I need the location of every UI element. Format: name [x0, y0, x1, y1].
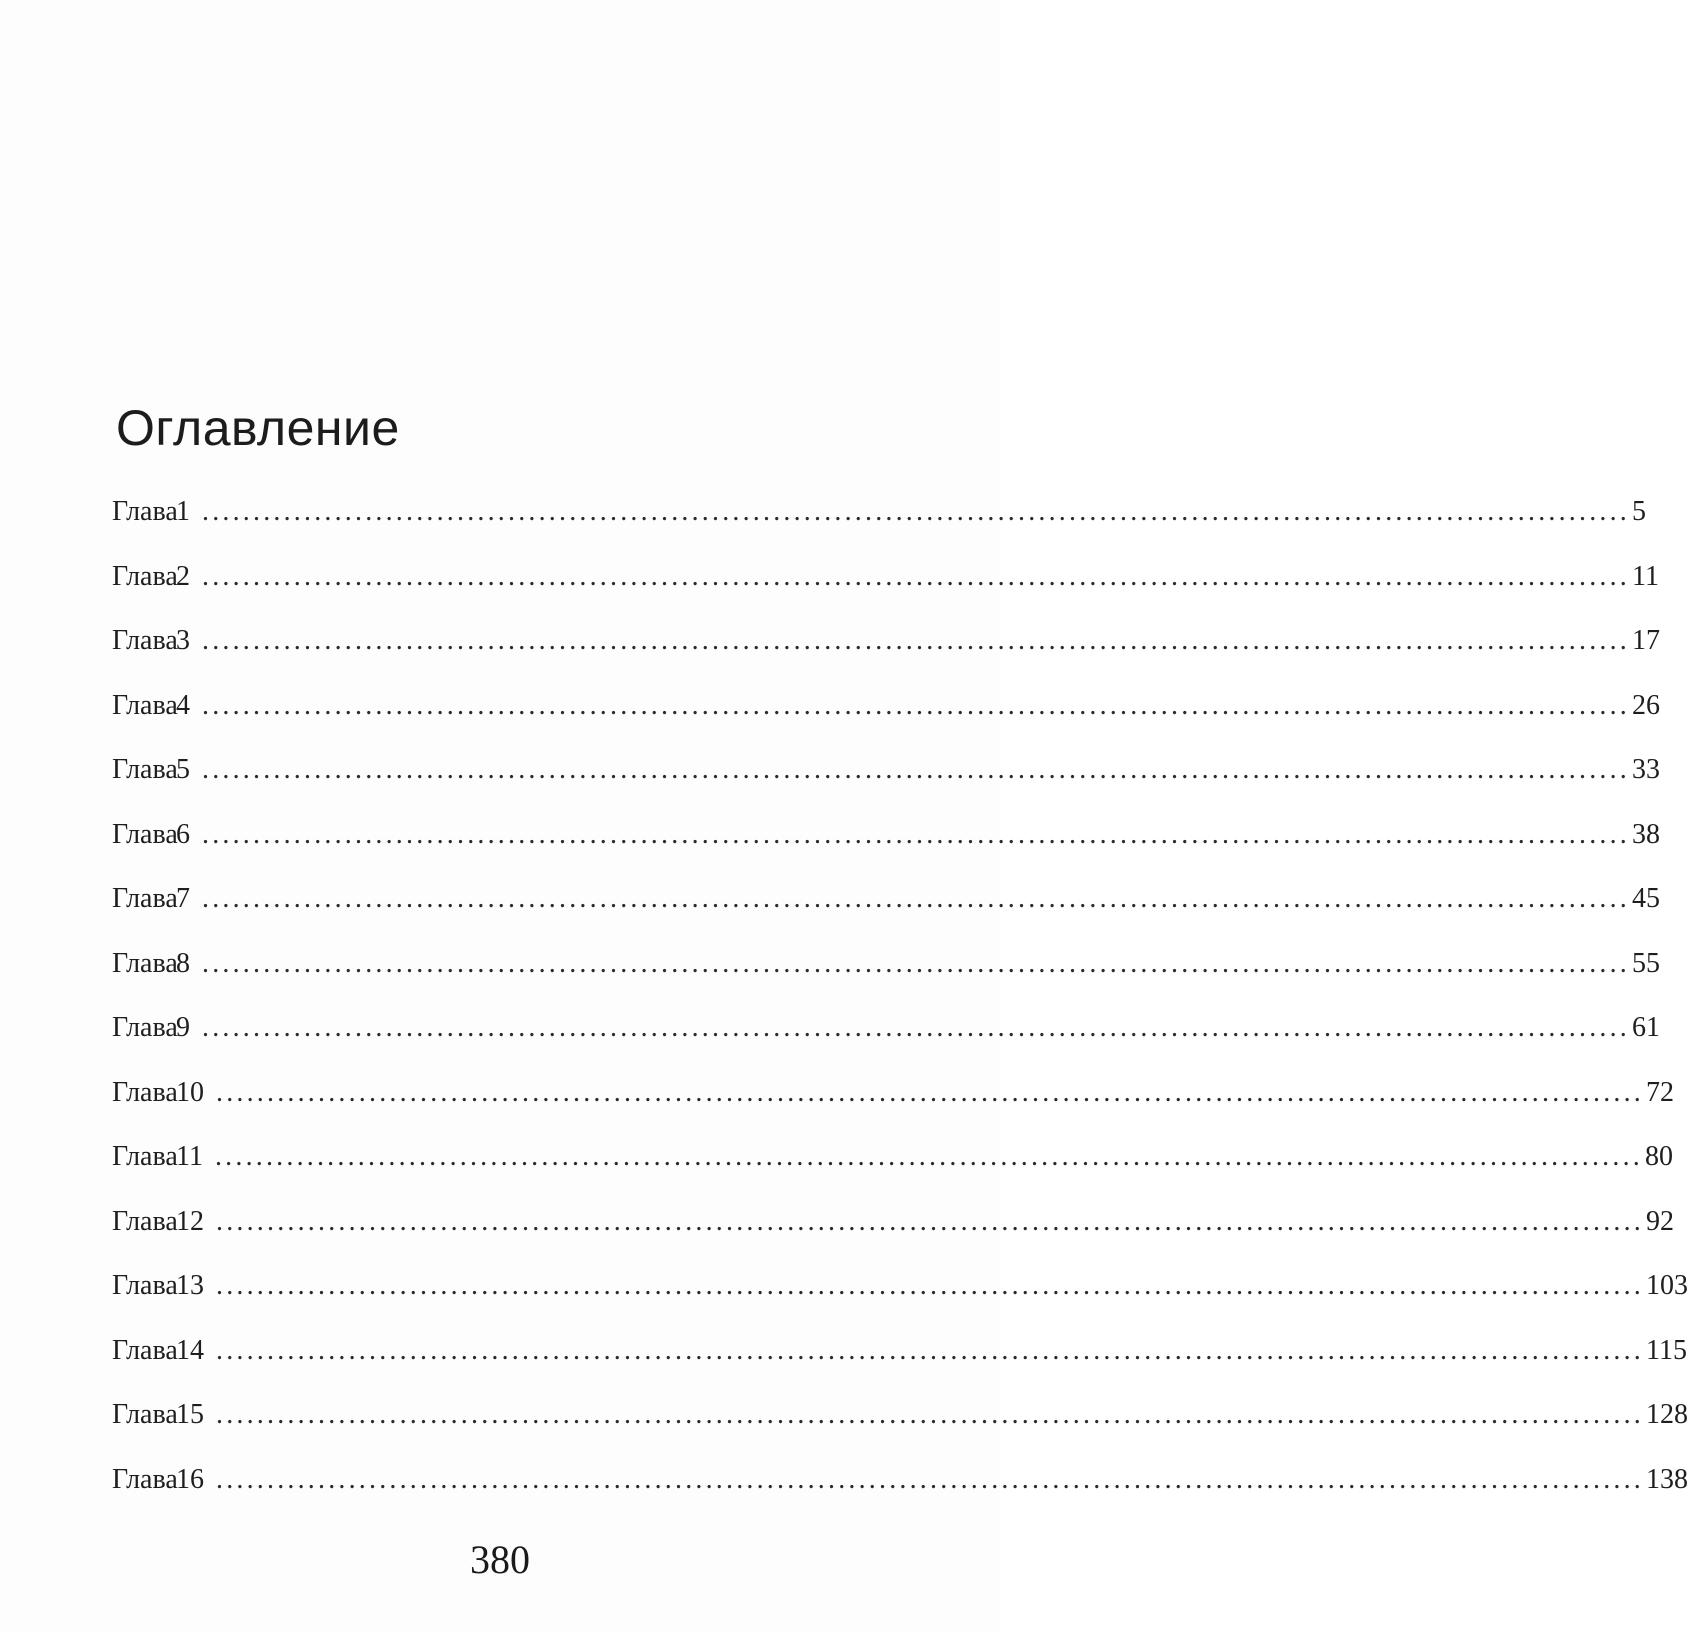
chapter-label: Глава — [112, 1334, 178, 1366]
chapter-label: Глава — [112, 947, 178, 979]
page-number: 380 — [470, 1537, 530, 1582]
dot-leader: ............................................................................................................................................ — [216, 1463, 1644, 1495]
dot-leader: ............................................................................................................................................ — [202, 1012, 1630, 1043]
page-title: Оглавление — [116, 400, 400, 456]
chapter-number: 14 — [176, 1334, 204, 1366]
dot-leader: ............................................................................................................................................ — [202, 560, 1630, 592]
toc-entry — [112, 1399, 1688, 1464]
chapter-number: 8 — [176, 947, 190, 979]
page-reference: 33 — [1632, 754, 1660, 785]
toc-entry — [112, 754, 1660, 819]
chapter-label: Глава — [112, 689, 178, 721]
chapter-label: Глава — [112, 754, 178, 785]
chapter-number: 6 — [176, 818, 190, 850]
dot-leader: ............................................................................................................................................ — [202, 625, 1630, 656]
chapter-number: 3 — [176, 625, 190, 656]
dot-leader: ............................................................................................................................................ — [202, 496, 1630, 527]
page-reference: 103 — [1646, 1270, 1688, 1301]
page-reference: 45 — [1632, 883, 1660, 914]
page-reference: 92 — [1646, 1205, 1674, 1237]
toc-entry — [112, 1205, 1674, 1271]
chapter-number: 15 — [176, 1399, 204, 1430]
toc-entry — [112, 1141, 1673, 1206]
chapter-number: 10 — [176, 1076, 204, 1108]
dot-leader: ............................................................................................................................................ — [216, 1076, 1644, 1108]
page-reference: 61 — [1632, 1012, 1660, 1043]
chapter-number: 1 — [176, 496, 190, 527]
page-reference: 72 — [1646, 1076, 1674, 1108]
chapter-number: 9 — [176, 1012, 190, 1043]
chapter-label: Глава — [112, 1141, 178, 1172]
chapter-label: Глава — [112, 1399, 178, 1430]
page-reference: 55 — [1632, 947, 1660, 979]
chapter-label: Глава — [112, 560, 178, 592]
toc-entry — [112, 496, 1646, 561]
toc-entry — [112, 818, 1660, 884]
chapter-label: Глава — [112, 818, 178, 850]
chapter-label: Глава — [112, 1012, 178, 1043]
page-reference: 26 — [1632, 689, 1660, 721]
chapter-label: Глава — [112, 625, 178, 656]
dot-leader: ............................................................................................................................................ — [214, 1141, 1643, 1172]
table-of-contents — [112, 496, 1688, 1528]
toc-entry — [112, 1463, 1688, 1529]
toc-entry — [112, 560, 1659, 626]
chapter-number: 13 — [176, 1270, 204, 1301]
toc-entry — [112, 1334, 1687, 1400]
chapter-label: Глава — [112, 496, 178, 527]
chapter-number: 2 — [176, 560, 190, 592]
dot-leader: ............................................................................................................................................ — [216, 1205, 1644, 1237]
chapter-number: 5 — [176, 754, 190, 785]
chapter-label: Глава — [112, 1270, 178, 1301]
chapter-number: 12 — [176, 1205, 204, 1237]
dot-leader: ............................................................................................................................................ — [216, 1399, 1644, 1430]
page-reference: 5 — [1632, 496, 1646, 527]
dot-leader: ............................................................................................................................................ — [202, 689, 1630, 721]
chapter-number: 4 — [176, 689, 190, 721]
toc-entry — [112, 689, 1660, 755]
dot-leader: ............................................................................................................................................ — [202, 947, 1630, 979]
dot-leader: ............................................................................................................................................ — [216, 1334, 1644, 1366]
page-reference: 138 — [1646, 1463, 1688, 1495]
dot-leader: ............................................................................................................................................ — [216, 1270, 1644, 1301]
chapter-number: 11 — [176, 1141, 203, 1172]
page-reference: 80 — [1644, 1141, 1673, 1172]
toc-entry — [112, 947, 1660, 1013]
chapter-label: Глава — [112, 1205, 178, 1237]
toc-entry — [112, 883, 1660, 948]
page-reference: 128 — [1646, 1399, 1688, 1430]
chapter-number: 16 — [176, 1463, 204, 1495]
chapter-label: Глава — [112, 883, 178, 914]
dot-leader: ............................................................................................................................................ — [202, 818, 1630, 850]
chapter-label: Глава — [112, 1463, 178, 1495]
toc-entry — [112, 625, 1660, 690]
dot-leader: ............................................................................................................................................ — [202, 754, 1630, 785]
toc-entry — [112, 1270, 1688, 1335]
chapter-number: 7 — [176, 883, 190, 914]
page-reference: 17 — [1632, 625, 1660, 656]
page-reference: 38 — [1632, 818, 1660, 850]
page-reference: 115 — [1646, 1334, 1687, 1366]
page-reference: 11 — [1632, 560, 1659, 592]
dot-leader: ............................................................................................................................................ — [202, 883, 1630, 914]
toc-entry — [112, 1076, 1674, 1142]
toc-entry — [112, 1012, 1660, 1077]
chapter-label: Глава — [112, 1076, 178, 1108]
